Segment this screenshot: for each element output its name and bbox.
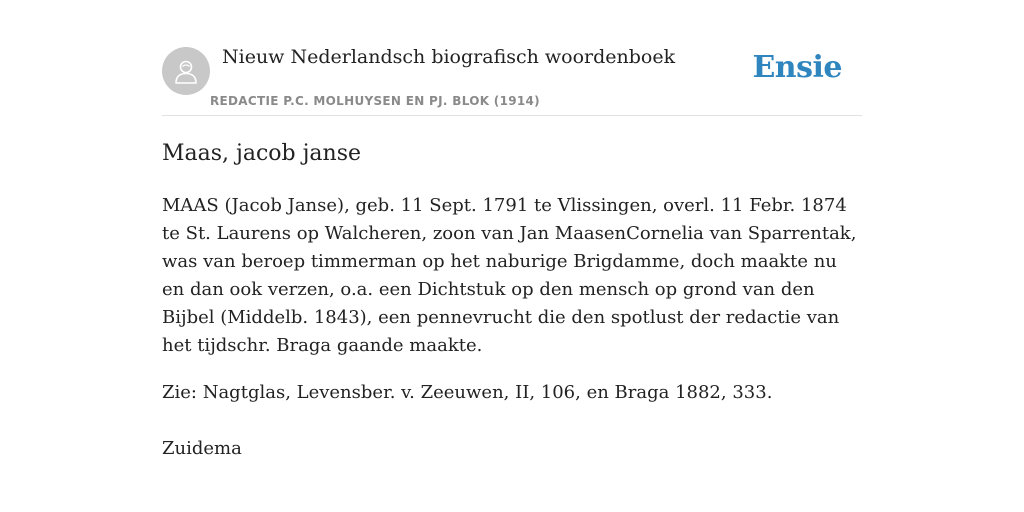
user-icon: [172, 57, 200, 85]
avatar[interactable]: [162, 47, 210, 95]
entry-body: MAAS (Jacob Janse), geb. 11 Sept. 1791 te Vlissingen, overl. 11 Febr. 1874 te St. Laurens op Walcheren, zoon van Jan MaasenCornelia van Sparrentak, was van beroep timmerman op het naburige Brigdamme, doch maakte nu en dan ook verzen, o.a. een Dichtstuk op den mensch op grond van den Bijbel (Middelb. 1843), een pennevrucht die den spotlust der redactie van het tijdschr. Braga gaande maakte.: [162, 195, 857, 356]
source-editors: REDACTIE P.C. MOLHUYSEN EN PJ. BLOK (1914): [210, 94, 540, 108]
source-title[interactable]: Nieuw Nederlandsch biografisch woordenboek: [222, 46, 676, 68]
article-page: [162, 0, 862, 459]
entry-reference: Zie: Nagtglas, Levensber. v. Zeeuwen, II, 106, en Braga 1882, 333.: [162, 382, 773, 403]
entry-author: Zuidema: [162, 438, 242, 459]
ensie-logo[interactable]: Ensie: [752, 50, 842, 85]
source-header: [162, 0, 862, 116]
entry-title: Maas, jacob janse: [162, 141, 362, 166]
